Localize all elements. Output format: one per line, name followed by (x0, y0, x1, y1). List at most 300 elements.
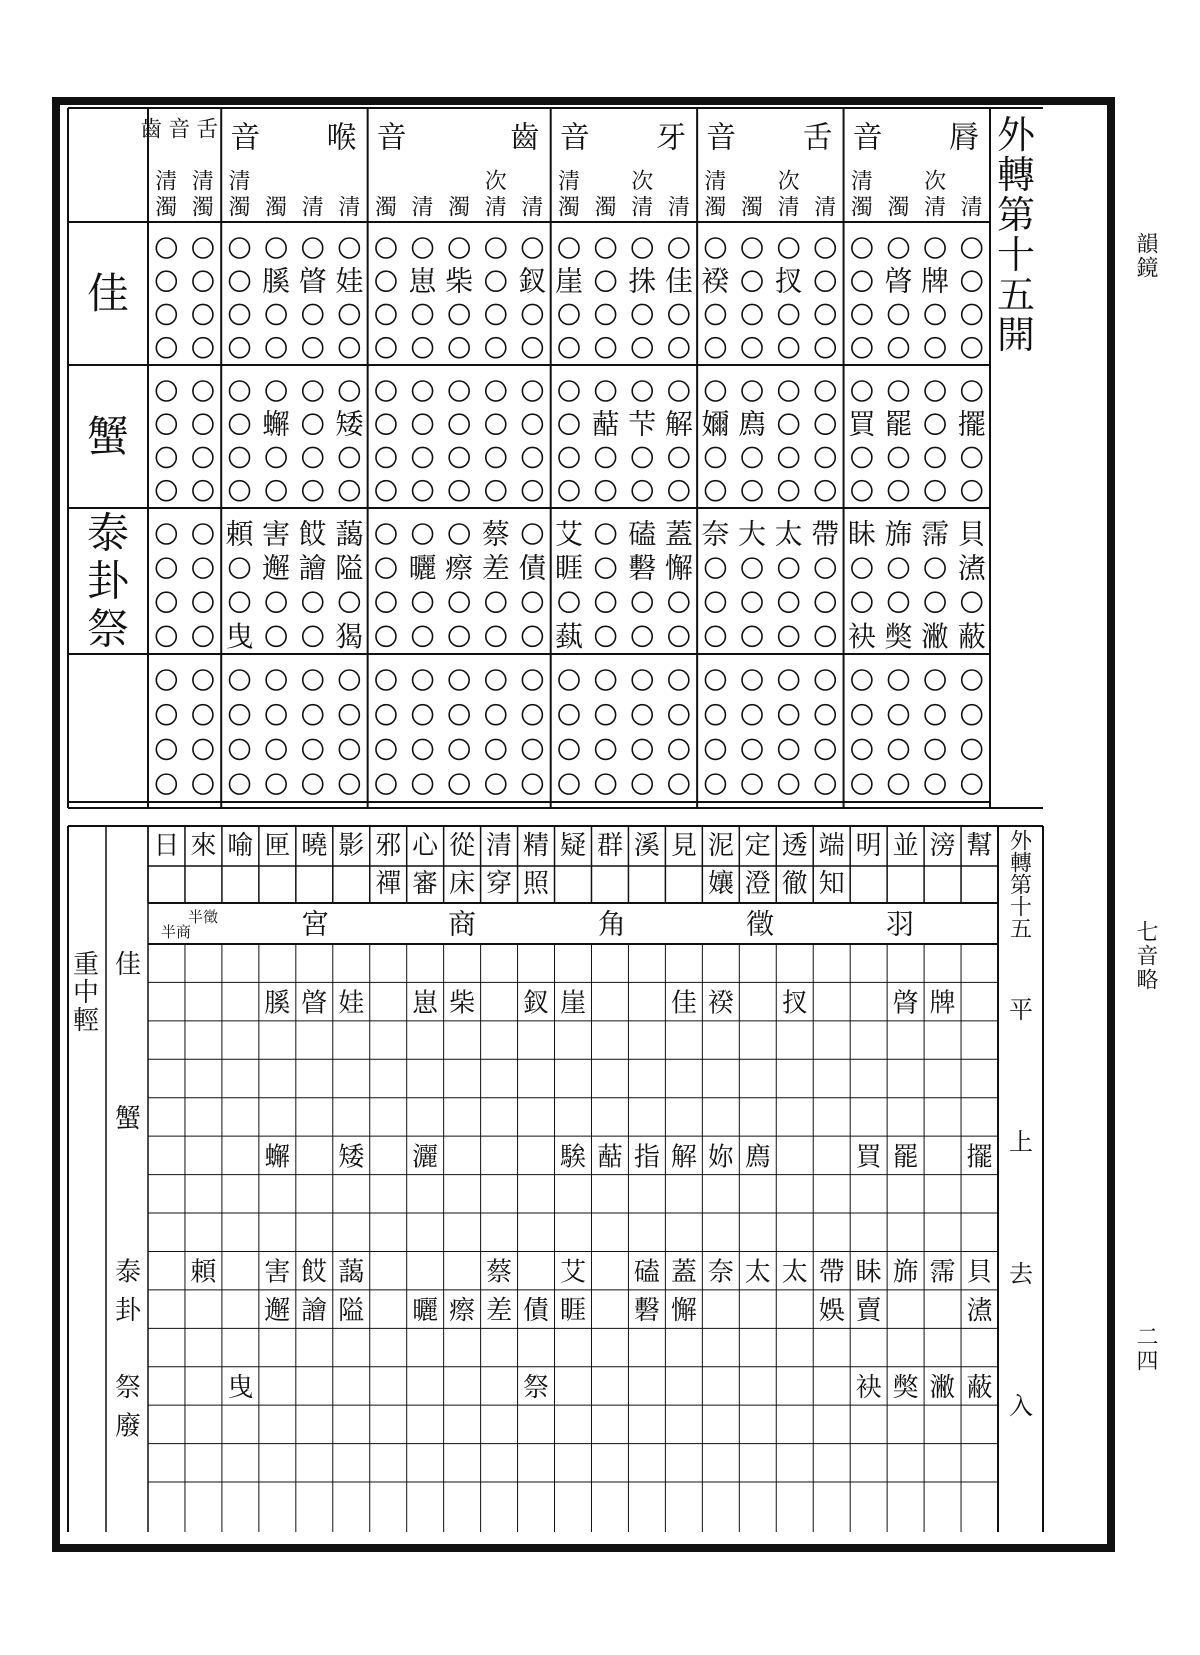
empty-circle (339, 381, 359, 401)
rhyme-label: 祭 (86, 604, 130, 654)
initial-label: 喻 (227, 831, 254, 861)
character-cell: 蔽 (957, 619, 986, 653)
empty-circle (632, 739, 652, 759)
column-label: 清 (228, 169, 251, 195)
character-cell: 猲 (335, 619, 364, 653)
empty-circle (596, 304, 616, 324)
character-cell: 灑 (412, 1142, 439, 1173)
empty-circle (632, 592, 652, 612)
empty-circle (742, 304, 762, 324)
empty-circle (303, 592, 323, 612)
character-cell: 崽 (408, 264, 437, 298)
character-cell: 頼 (190, 1257, 217, 1288)
initial-sub-label: 禪 (375, 869, 402, 899)
character-cell: 曳 (227, 1372, 254, 1403)
empty-circle (742, 447, 762, 467)
character-cell: 頼 (225, 517, 254, 551)
character-cell: 蔡 (481, 517, 510, 551)
column-label: 清 (338, 195, 361, 221)
empty-circle (266, 304, 286, 324)
initial-label: 曉 (301, 831, 328, 861)
empty-circle (193, 705, 213, 725)
character-cell: 䔯 (596, 1142, 623, 1173)
empty-circle (852, 705, 872, 725)
character-cell: 膎 (262, 264, 291, 298)
character-cell: 佳 (670, 988, 697, 1019)
empty-circle (156, 592, 176, 612)
empty-circle (413, 481, 433, 501)
empty-circle (779, 626, 799, 646)
character-cell: 罷 (892, 1142, 919, 1173)
column-label: 清 (301, 195, 324, 221)
character-cell: 邂 (264, 1296, 291, 1327)
empty-circle (522, 626, 542, 646)
empty-circle (230, 271, 250, 291)
side-title: 轉 (1009, 851, 1033, 877)
empty-circle (376, 447, 396, 467)
empty-circle (449, 338, 469, 358)
character-cell: 蓋 (664, 517, 693, 551)
empty-circle (376, 238, 396, 258)
empty-circle (705, 739, 725, 759)
empty-circle (339, 592, 359, 612)
empty-circle (266, 381, 286, 401)
empty-circle (522, 304, 542, 324)
character-cell: 柴 (445, 264, 474, 298)
character-cell: 害 (264, 1257, 291, 1288)
empty-circle (815, 447, 835, 467)
character-cell: 帶 (818, 1257, 845, 1288)
empty-circle (376, 592, 396, 612)
character-cell: 扠 (774, 264, 803, 298)
empty-circle (705, 238, 725, 258)
empty-circle (669, 238, 689, 258)
empty-circle (156, 338, 176, 358)
initial-label: 端 (818, 831, 845, 861)
side-title: 第 (1009, 873, 1033, 899)
initial-sub-label: 孃 (707, 869, 734, 899)
character-cell: 隘 (338, 1296, 365, 1327)
initial-label: 影 (338, 831, 365, 861)
empty-circle (669, 447, 689, 467)
empty-circle (742, 271, 762, 291)
character-cell: 霈 (921, 517, 950, 551)
empty-circle (705, 447, 725, 467)
column-label: 次 (777, 169, 800, 195)
empty-circle (559, 481, 579, 501)
character-cell: 㧣 (628, 264, 657, 298)
empty-circle (266, 481, 286, 501)
empty-circle (779, 670, 799, 690)
empty-circle (962, 304, 982, 324)
empty-circle (888, 558, 908, 578)
empty-circle (193, 592, 213, 612)
character-cell: 娃 (335, 264, 364, 298)
character-cell: 嬭 (701, 407, 730, 441)
empty-circle (925, 304, 945, 324)
table-title: 十 (996, 233, 1036, 277)
character-cell: 奈 (701, 517, 730, 551)
empty-circle (596, 481, 616, 501)
column-label: 清 (924, 195, 947, 221)
character-cell: 大 (738, 517, 767, 551)
empty-circle (705, 338, 725, 358)
empty-circle (559, 238, 579, 258)
empty-circle (888, 739, 908, 759)
empty-circle (376, 626, 396, 646)
column-label: 清 (960, 195, 983, 221)
empty-circle (632, 338, 652, 358)
character-cell: 害 (262, 517, 291, 551)
empty-circle (852, 774, 872, 794)
tone-label: 平 (1009, 996, 1033, 1024)
empty-circle (413, 670, 433, 690)
empty-circle (962, 774, 982, 794)
character-cell: 䏿 (892, 988, 919, 1019)
initial-label: 從 (449, 831, 476, 861)
empty-circle (962, 670, 982, 690)
empty-circle (962, 238, 982, 258)
empty-circle (852, 447, 872, 467)
character-cell: 獘 (884, 619, 913, 653)
empty-circle (449, 414, 469, 434)
empty-circle (230, 739, 250, 759)
empty-circle (705, 670, 725, 690)
column-label: 清 (631, 195, 654, 221)
empty-circle (742, 626, 762, 646)
empty-circle (486, 338, 506, 358)
empty-circle (596, 592, 616, 612)
empty-circle (632, 774, 652, 794)
empty-circle (486, 238, 506, 258)
empty-circle (596, 774, 616, 794)
yin-label: 宮 (300, 907, 330, 941)
character-cell: 䁈 (301, 988, 328, 1019)
empty-circle (888, 338, 908, 358)
character-cell: 擺 (957, 407, 986, 441)
empty-circle (413, 524, 433, 544)
empty-circle (596, 739, 616, 759)
initial-label: 來 (190, 831, 217, 861)
margin-title-qiyinlue: 七音略 (1133, 920, 1158, 992)
empty-circle (669, 381, 689, 401)
character-cell: 貝 (966, 1257, 993, 1288)
character-cell: 懈 (670, 1296, 697, 1327)
rhyme-label: 廢 (114, 1411, 142, 1442)
character-cell: 柴 (449, 988, 476, 1019)
group-name: 牙 (656, 120, 687, 156)
character-cell: 太 (744, 1257, 771, 1288)
empty-circle (742, 558, 762, 578)
character-cell: 買 (855, 1142, 882, 1173)
empty-circle (303, 338, 323, 358)
empty-circle (522, 670, 542, 690)
empty-circle (815, 414, 835, 434)
character-cell: 餀 (301, 1257, 328, 1288)
group-name: 音 (559, 120, 590, 156)
empty-circle (376, 558, 396, 578)
empty-circle (815, 271, 835, 291)
initial-label: 定 (744, 831, 771, 861)
empty-circle (669, 481, 689, 501)
empty-circle (376, 338, 396, 358)
empty-circle (193, 524, 213, 544)
yin-label: 半徵 (187, 908, 219, 926)
empty-circle (156, 524, 176, 544)
empty-circle (230, 592, 250, 612)
column-label: 清 (850, 169, 873, 195)
initial-label: 溪 (633, 831, 660, 861)
empty-circle (156, 414, 176, 434)
character-cell: 蠏 (262, 407, 291, 441)
empty-circle (669, 338, 689, 358)
column-label: 濁 (887, 195, 910, 221)
empty-circle (230, 338, 250, 358)
initial-label: 群 (596, 831, 623, 861)
empty-circle (486, 381, 506, 401)
empty-circle (522, 705, 542, 725)
empty-circle (852, 238, 872, 258)
empty-circle (815, 592, 835, 612)
empty-circle (339, 705, 359, 725)
character-cell: 賣 (855, 1296, 882, 1327)
empty-circle (888, 670, 908, 690)
yin-label: 徵 (745, 907, 775, 941)
empty-circle (596, 705, 616, 725)
empty-circle (852, 381, 872, 401)
empty-circle (522, 381, 542, 401)
column-label: 濁 (374, 195, 397, 221)
initial-sub-label: 穿 (486, 869, 513, 899)
empty-circle (925, 481, 945, 501)
character-cell: 㵭 (966, 1296, 993, 1327)
group-name: 音 (706, 120, 737, 156)
empty-circle (230, 414, 250, 434)
empty-circle (852, 481, 872, 501)
empty-circle (486, 739, 506, 759)
empty-circle (339, 238, 359, 258)
empty-circle (156, 238, 176, 258)
side-title: 五 (1009, 917, 1033, 943)
empty-circle (230, 238, 250, 258)
character-cell: 懈 (664, 551, 693, 585)
group-name: 齒 (140, 117, 163, 143)
empty-circle (888, 447, 908, 467)
character-cell: 膎 (264, 988, 291, 1019)
initial-label: 泥 (707, 831, 734, 861)
character-cell: 妳 (707, 1142, 734, 1173)
initial-label: 透 (781, 831, 808, 861)
empty-circle (925, 705, 945, 725)
empty-circle (779, 238, 799, 258)
column-label: 清 (155, 169, 178, 195)
empty-circle (705, 304, 725, 324)
initial-label: 邪 (375, 831, 402, 861)
empty-circle (669, 304, 689, 324)
empty-circle (925, 739, 945, 759)
table-title: 開 (996, 313, 1036, 357)
group-name: 脣 (949, 120, 979, 156)
empty-circle (486, 774, 506, 794)
empty-circle (339, 670, 359, 690)
empty-circle (449, 447, 469, 467)
empty-circle (303, 304, 323, 324)
empty-circle (962, 481, 982, 501)
empty-circle (559, 739, 579, 759)
character-cell: 太 (781, 1257, 808, 1288)
empty-circle (303, 626, 323, 646)
empty-circle (156, 381, 176, 401)
page-number: 二四 (1133, 1325, 1158, 1373)
empty-circle (925, 381, 945, 401)
empty-circle (742, 238, 762, 258)
empty-circle (632, 304, 652, 324)
empty-circle (779, 481, 799, 501)
empty-circle (193, 381, 213, 401)
initial-sub-label: 徹 (781, 869, 808, 899)
empty-circle (303, 705, 323, 725)
empty-circle (413, 238, 433, 258)
character-cell: 磕 (633, 1257, 660, 1288)
empty-circle (815, 626, 835, 646)
empty-circle (230, 670, 250, 690)
empty-circle (193, 271, 213, 291)
character-cell: 崽 (412, 988, 439, 1019)
character-cell: 礊 (633, 1296, 660, 1327)
column-label: 清 (411, 195, 434, 221)
empty-circle (742, 705, 762, 725)
empty-circle (230, 304, 250, 324)
character-cell: 崖 (559, 988, 587, 1019)
empty-circle (376, 381, 396, 401)
character-cell: 債 (518, 551, 547, 585)
yin-label: 角 (597, 907, 627, 941)
column-label: 濁 (228, 195, 251, 221)
empty-circle (522, 238, 542, 258)
column-label: 清 (777, 195, 800, 221)
empty-circle (266, 626, 286, 646)
column-label: 濁 (155, 195, 178, 221)
empty-circle (486, 447, 506, 467)
empty-circle (815, 558, 835, 578)
empty-circle (449, 739, 469, 759)
empty-circle (193, 558, 213, 578)
empty-circle (779, 304, 799, 324)
empty-circle (522, 447, 542, 467)
empty-circle (815, 774, 835, 794)
empty-circle (413, 626, 433, 646)
empty-circle (559, 447, 579, 467)
empty-circle (852, 592, 872, 612)
empty-circle (486, 705, 506, 725)
empty-circle (962, 381, 982, 401)
group-name: 舌 (802, 120, 833, 156)
empty-circle (230, 481, 250, 501)
table-title: 轉 (996, 153, 1036, 197)
empty-circle (815, 304, 835, 324)
yin-label: 商 (447, 907, 477, 941)
empty-circle (559, 592, 579, 612)
initial-label: 日 (153, 831, 180, 861)
empty-circle (888, 304, 908, 324)
empty-circle (339, 481, 359, 501)
table-title: 第 (996, 193, 1036, 237)
initial-label: 滂 (929, 831, 956, 861)
character-cell: 帶 (811, 517, 840, 551)
empty-circle (339, 774, 359, 794)
empty-circle (303, 447, 323, 467)
empty-circle (705, 481, 725, 501)
character-cell: 太 (774, 517, 803, 551)
column-label: 濁 (557, 195, 581, 221)
empty-circle (193, 304, 213, 324)
column-label: 清 (557, 169, 581, 195)
column-label: 濁 (191, 195, 214, 221)
empty-circle (596, 524, 616, 544)
empty-circle (962, 271, 982, 291)
empty-circle (815, 338, 835, 358)
character-cell: 潎 (921, 619, 950, 653)
empty-circle (522, 338, 542, 358)
character-cell: 祭 (523, 1372, 550, 1403)
empty-circle (522, 481, 542, 501)
tone-label: 上 (1009, 1128, 1033, 1156)
empty-circle (925, 774, 945, 794)
character-cell: 蔡 (486, 1257, 513, 1288)
character-cell: 扠 (781, 988, 808, 1019)
empty-circle (449, 670, 469, 690)
empty-circle (376, 705, 396, 725)
initial-sub-label: 床 (449, 869, 476, 899)
empty-circle (596, 670, 616, 690)
empty-circle (486, 481, 506, 501)
character-cell: 佳 (664, 264, 693, 298)
empty-circle (156, 626, 176, 646)
character-cell: 蔽 (966, 1372, 993, 1403)
empty-circle (376, 481, 396, 501)
empty-circle (449, 524, 469, 544)
empty-circle (559, 304, 579, 324)
group-name: 喉 (326, 120, 357, 156)
empty-circle (962, 447, 982, 467)
character-cell: 艾 (559, 1257, 587, 1288)
column-label: 清 (191, 169, 214, 195)
empty-circle (925, 670, 945, 690)
character-cell: 騃 (559, 1142, 587, 1173)
empty-circle (779, 414, 799, 434)
empty-circle (779, 381, 799, 401)
table-title: 五 (996, 273, 1036, 317)
empty-circle (156, 447, 176, 467)
empty-circle (705, 558, 725, 578)
empty-circle (632, 238, 652, 258)
empty-circle (413, 447, 433, 467)
character-cell: 磕 (628, 517, 657, 551)
side-title: 外 (1009, 829, 1033, 855)
empty-circle (669, 626, 689, 646)
empty-circle (449, 592, 469, 612)
empty-circle (596, 626, 616, 646)
empty-circle (193, 739, 213, 759)
empty-circle (559, 670, 579, 690)
empty-circle (669, 739, 689, 759)
empty-circle (266, 774, 286, 794)
empty-circle (852, 558, 872, 578)
empty-circle (596, 338, 616, 358)
character-cell: 娃 (338, 988, 365, 1019)
initial-sub-label: 澄 (744, 869, 771, 899)
character-cell: 礊 (628, 551, 657, 585)
